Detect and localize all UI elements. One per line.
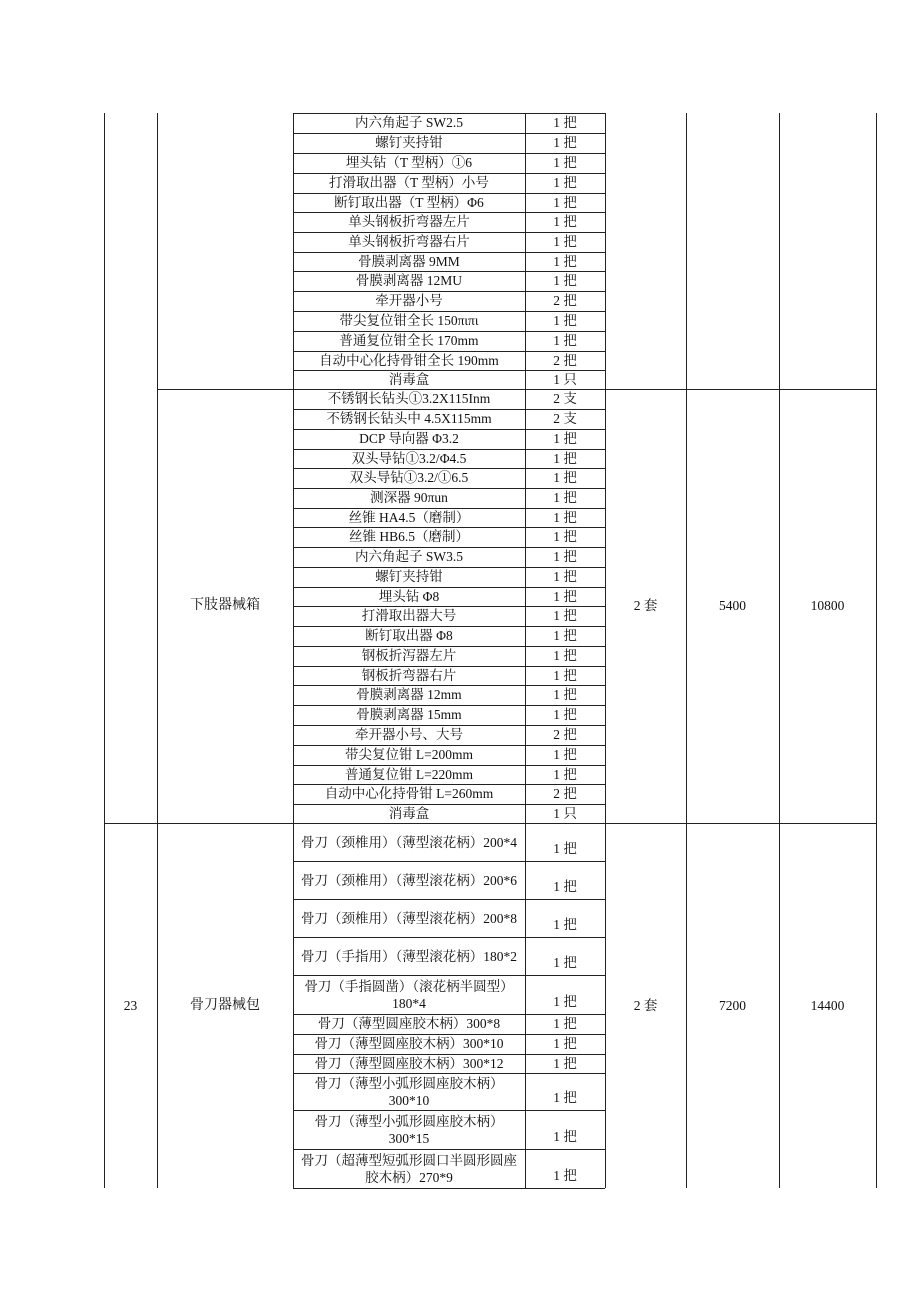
item-name: 骨刀（薄型小弧形圆座胶木柄）300*10	[314, 1075, 504, 1108]
item-name: 螺钉夹持钳	[375, 135, 443, 150]
row-number: 23	[123, 997, 138, 1013]
item-qty: 1 把	[553, 955, 577, 970]
item-qty: 1 把	[553, 628, 577, 643]
item-name: 带尖复位钳 L=200mm	[345, 747, 473, 762]
item-name: 骨刀（薄型圆座胶木柄）300*12	[314, 1055, 504, 1071]
item-name: 断钉取出器（T 型柄）Φ6	[334, 194, 484, 210]
item-name: 单头钢板折弯器右片	[348, 234, 470, 249]
item-name: 钢板折弯器右片	[361, 667, 457, 683]
item-qty: 1 把	[553, 490, 577, 505]
item-qty: 1 把	[553, 608, 577, 623]
item-name: 骨刀（薄型圆座胶木柄）300*10	[314, 1036, 504, 1051]
item-name: 打滑取出器大号	[361, 608, 457, 623]
item-name: 埋头钻 Φ8	[378, 588, 440, 604]
item-qty: 1 把	[553, 253, 577, 269]
item-qty: 1 把	[553, 470, 577, 485]
item-name: 骨刀（薄型小弧形圆座胶木柄）300*15	[314, 1113, 504, 1146]
grid-line	[293, 1188, 605, 1189]
grid-line	[293, 113, 294, 1188]
row-number	[104, 389, 157, 823]
item-name: 钢板折泻器左片	[361, 648, 457, 663]
grid-line	[876, 113, 877, 1188]
item-qty: 2 支	[553, 411, 577, 426]
item-qty: 1 把	[553, 1168, 577, 1183]
item-name: 骨刀（薄型圆座胶木柄）300*8	[317, 1016, 501, 1031]
item-qty: 1 把	[553, 1055, 577, 1071]
item-qty: 1 只	[553, 371, 577, 387]
item-name: 双头导钻①3.2/①6.5	[349, 470, 469, 485]
item-qty: 1 把	[553, 1036, 577, 1051]
item-qty: 1 把	[553, 1016, 577, 1031]
item-name: 骨刀（手指用）（薄型滚花柄）180*2	[301, 948, 517, 964]
kit-name: 下肢器械箱	[190, 598, 260, 613]
item-name: 牵开器小号、大号	[355, 727, 463, 742]
item-name: 内六角起子 SW3.5	[355, 549, 463, 564]
unit-price	[686, 113, 779, 389]
item-qty: 1 把	[553, 1129, 577, 1144]
total-price: 10800	[810, 598, 845, 613]
item-name: 埋头钻（T 型柄）①6	[345, 155, 473, 170]
item-name: 普通复位钳 L=220mm	[345, 766, 473, 782]
item-qty: 1 把	[553, 135, 577, 150]
kit-quantity: 2 套	[633, 598, 658, 613]
item-name: 螺钉夹持钳	[375, 569, 443, 584]
item-qty: 1 把	[553, 917, 577, 932]
item-name: 内六角起子 SW2.5	[355, 115, 463, 130]
item-name: 自动中心化持骨钳全长 190mm	[319, 352, 499, 368]
item-name: 骨刀（手指圆凿）（滚花柄半圆型）180*4	[304, 978, 514, 1011]
item-name: 消毒盒	[388, 805, 430, 821]
item-qty: 1 把	[553, 648, 577, 663]
item-qty: 1 把	[553, 879, 577, 894]
item-qty: 1 把	[553, 194, 577, 210]
item-qty: 1 把	[553, 431, 577, 446]
item-qty: 1 只	[553, 805, 577, 821]
item-qty: 1 把	[553, 747, 577, 762]
item-qty: 1 把	[553, 450, 577, 466]
kit-quantity: 2 套	[633, 997, 658, 1013]
item-name: 牵开器小号	[375, 293, 443, 308]
item-qty: 1 把	[553, 529, 577, 544]
item-qty: 1 把	[553, 766, 577, 782]
item-name: 带尖复位钳全长 150πιπι	[339, 313, 479, 328]
item-qty: 2 把	[553, 786, 577, 801]
item-qty: 1 把	[553, 313, 577, 328]
item-qty: 1 把	[553, 214, 577, 229]
item-name: 不锈钢长钻头①3.2X115Inm	[327, 391, 491, 406]
item-name: 骨刀（超薄型短弧形圆口半圆形圆座胶木柄）270*9	[301, 1152, 517, 1185]
item-name: 骨膜剥离器 9MM	[358, 253, 460, 269]
item-name: 丝锥 HA4.5（磨制）	[348, 509, 470, 525]
item-name: 自动中心化持骨钳 L=260mm	[324, 786, 494, 801]
total-price: 14400	[810, 997, 845, 1013]
item-qty: 1 把	[553, 588, 577, 604]
item-name: 单头钢板折弯器左片	[348, 214, 470, 229]
item-name: 丝锥 HB6.5（磨制）	[348, 529, 469, 544]
item-name: 不锈钢长钻头中 4.5X115mm	[326, 411, 492, 426]
kit-name: 骨刀器械包	[190, 997, 260, 1013]
kit-name	[157, 113, 293, 389]
item-qty: 1 把	[553, 687, 577, 702]
row-number	[104, 113, 157, 389]
total-price	[779, 113, 876, 389]
item-name: 骨膜剥离器 12mm	[356, 687, 462, 702]
item-name: 测深器 90πun	[370, 490, 448, 505]
item-qty: 2 把	[553, 352, 577, 368]
item-name: 骨膜剥离器 12MU	[355, 273, 463, 288]
item-name: DCP 导向器 Φ3.2	[359, 431, 459, 446]
item-name: 骨膜剥离器 15mm	[356, 707, 462, 722]
item-qty: 1 把	[553, 509, 577, 525]
item-qty: 2 支	[553, 391, 577, 406]
item-qty: 1 把	[553, 155, 577, 170]
unit-price: 5400	[719, 598, 746, 613]
item-qty: 1 把	[553, 569, 577, 584]
item-qty: 1 把	[553, 175, 577, 190]
item-qty: 1 把	[553, 841, 577, 856]
item-name: 骨刀（颈椎用）（薄型滚花柄）200*4	[301, 834, 517, 850]
unit-price: 7200	[719, 997, 746, 1013]
item-qty: 1 把	[553, 667, 577, 683]
item-qty: 1 把	[553, 115, 577, 130]
item-name: 断钉取出器 Φ8	[365, 628, 453, 643]
item-name: 骨刀（颈椎用）（薄型滚花柄）200*8	[301, 910, 517, 926]
item-qty: 2 把	[553, 727, 577, 742]
item-qty: 1 把	[553, 234, 577, 249]
item-qty: 1 把	[553, 273, 577, 288]
item-name: 双头导钻①3.2/Φ4.5	[351, 450, 467, 466]
item-name: 骨刀（颈椎用）（薄型滚花柄）200*6	[301, 872, 517, 888]
item-qty: 1 把	[553, 549, 577, 564]
item-qty: 1 把	[553, 994, 577, 1009]
item-qty: 1 把	[553, 1090, 577, 1105]
item-qty: 1 把	[553, 707, 577, 722]
item-qty: 2 把	[553, 293, 577, 308]
item-name: 打滑取出器（T 型柄）小号	[329, 175, 489, 190]
item-qty: 1 把	[553, 333, 577, 348]
item-name: 消毒盒	[388, 371, 430, 387]
item-name: 普通复位钳全长 170mm	[339, 333, 479, 348]
kit-quantity	[605, 113, 686, 389]
